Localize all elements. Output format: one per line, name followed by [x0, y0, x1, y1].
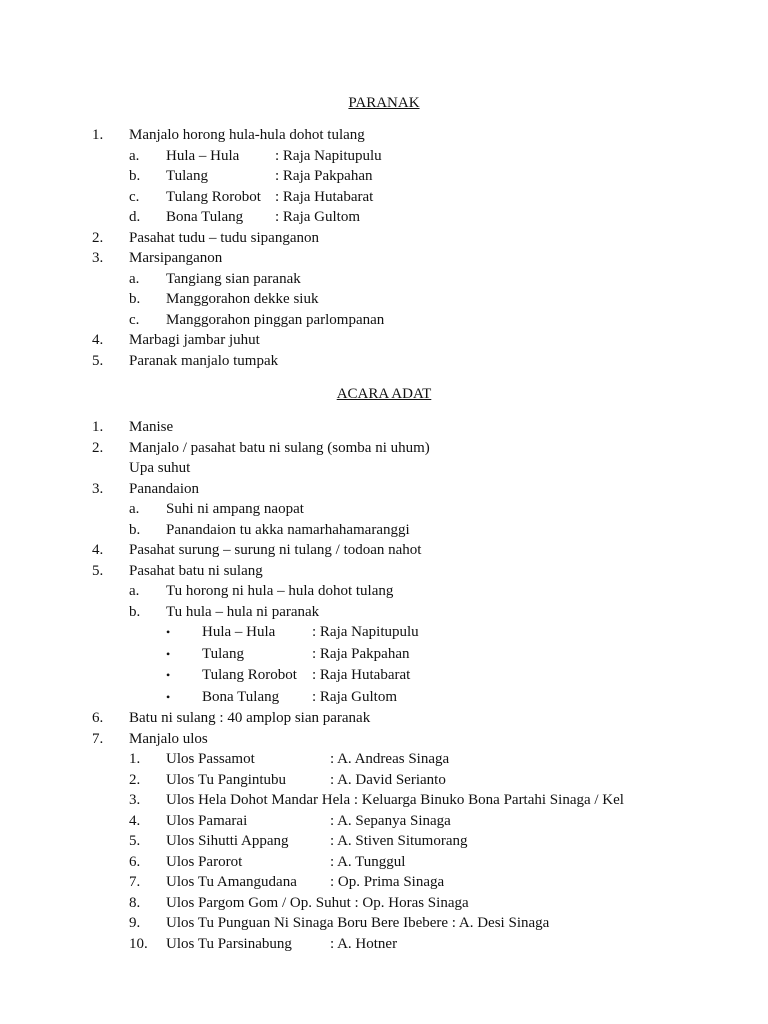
subitem-label: Ulos Parorot	[166, 853, 243, 870]
item-number: 6.	[92, 710, 104, 726]
bullet-icon: •	[166, 668, 171, 682]
list-subitem	[0, 934, 768, 955]
list-subitem	[0, 520, 768, 541]
bullet-value: : Raja Napitupulu	[312, 624, 419, 640]
subitem-letter: b.	[129, 521, 141, 538]
item-number: 1.	[92, 127, 104, 143]
item-text: Pasahat tudu – tudu sipanganon	[129, 229, 319, 246]
list-subitem	[0, 913, 768, 934]
subitem-letter: b.	[129, 291, 141, 307]
list-subitem	[0, 499, 768, 520]
subitem-label: Ulos Tu Amangudana	[166, 874, 297, 890]
list-subitem	[0, 811, 768, 832]
bullet-value: : Raja Gultom	[312, 688, 397, 705]
subitem-text: Ulos Pargom Gom / Op. Suhut : Op. Horas Sinaga	[166, 894, 469, 911]
subitem-number: 1.	[129, 751, 141, 767]
subitem-text: Ulos Tu Punguan Ni Sinaga Boru Bere Ibebere : A. Desi Sinaga	[166, 915, 550, 931]
list-item	[0, 479, 768, 500]
subitem-text: Ulos Hela Dohot Mandar Hela : Keluarga Binuko Bona Partahi Sinaga / Kel	[166, 792, 624, 808]
section-title-paranak: PARANAK	[348, 95, 420, 111]
subitem-letter: c.	[129, 188, 140, 205]
item-text: Marbagi jambar juhut	[129, 332, 260, 348]
bullet-value: : Raja Pakpahan	[312, 645, 410, 662]
subitem-number: 6.	[129, 853, 141, 870]
list-item	[0, 729, 768, 750]
subitem-value: : Raja Pakpahan	[275, 168, 373, 184]
subitem-text: Manggorahon pinggan parlompanan	[166, 311, 385, 328]
subitem-letter: b.	[129, 603, 141, 620]
list-item	[0, 540, 768, 561]
subitem-number: 8.	[129, 894, 141, 911]
subitem-label: Ulos Passamot	[166, 751, 255, 767]
list-subitem	[0, 269, 768, 290]
item-number: 5.	[92, 562, 104, 579]
list-subitem	[0, 893, 768, 914]
list-subitem	[0, 166, 768, 187]
subitem-text: Tangiang sian paranak	[166, 270, 301, 287]
item-number: 3.	[92, 480, 104, 497]
item-number: 2.	[92, 229, 104, 246]
item-text: Batu ni sulang : 40 amplop sian paranak	[129, 710, 371, 726]
list-item	[0, 248, 768, 269]
subitem-letter: a.	[129, 501, 140, 517]
subitem-value: : Raja Napitupulu	[275, 147, 382, 164]
bullet-label: Bona Tulang	[202, 688, 280, 705]
list-item	[0, 351, 768, 372]
subitem-value: : A. Andreas Sinaga	[330, 751, 450, 767]
bullet-item	[0, 665, 768, 687]
bullet-label: Hula – Hula	[202, 624, 276, 640]
bullet-item	[0, 687, 768, 709]
subitem-letter: a.	[129, 147, 140, 164]
subitem-label: Tulang Rorobot	[166, 188, 261, 205]
section-title-acara-adat: ACARA ADAT	[336, 386, 432, 402]
list-subitem	[0, 581, 768, 602]
bullet-label: Tulang	[202, 645, 244, 662]
list-item	[0, 417, 768, 438]
subitem-value: : A. Stiven Situmorang	[330, 833, 468, 849]
subitem-text: Manggorahon dekke siuk	[166, 291, 319, 307]
item-text: Marsipanganon	[129, 250, 223, 266]
item-number: 5.	[92, 352, 104, 369]
bullet-label: Tulang Rorobot	[202, 667, 297, 683]
bullet-icon: •	[166, 625, 171, 639]
subitem-value: : Op. Prima Sinaga	[330, 874, 445, 890]
subitem-value: : Raja Gultom	[275, 209, 360, 225]
list-subitem	[0, 749, 768, 770]
subitem-label: Ulos Pamarai	[166, 812, 248, 829]
paranak-list	[0, 125, 768, 371]
list-item	[0, 228, 768, 249]
item-text: Manise	[129, 419, 174, 435]
subitem-label: Bona Tulang	[166, 209, 244, 225]
item-text: Pasahat batu ni sulang	[129, 562, 263, 579]
subitem-label: Hula – Hula	[166, 147, 240, 164]
subitem-value: : A. David Serianto	[330, 771, 446, 788]
subitem-text: Tu hula – hula ni paranak	[166, 603, 320, 620]
list-subitem	[0, 790, 768, 811]
item-number: 1.	[92, 419, 104, 435]
subitem-letter: d.	[129, 209, 141, 225]
item-number: 3.	[92, 250, 104, 266]
list-subitem	[0, 852, 768, 873]
item-number: 4.	[92, 542, 104, 558]
list-subitem	[0, 310, 768, 331]
list-subitem	[0, 602, 768, 623]
subitem-number: 10.	[129, 935, 148, 952]
list-item	[0, 330, 768, 351]
item-text: Manjalo horong hula-hula dohot tulang	[129, 127, 365, 143]
list-item	[0, 561, 768, 582]
list-subitem	[0, 146, 768, 167]
subitem-value: : Raja Hutabarat	[275, 188, 374, 205]
bullet-icon: •	[166, 646, 171, 661]
item-text: Paranak manjalo tumpak	[129, 352, 279, 369]
subitem-value: : A. Sepanya Sinaga	[330, 812, 451, 829]
subitem-label: Ulos Sihutti Appang	[166, 833, 289, 849]
item-number: 4.	[92, 332, 104, 348]
subitem-text: Panandaion tu akka namarhahamaranggi	[166, 521, 410, 538]
item-text: Manjalo / pasahat batu ni sulang (somba ni uhum)	[129, 439, 430, 456]
bullet-value: : Raja Hutabarat	[312, 667, 411, 683]
subitem-number: 7.	[129, 874, 141, 890]
bullet-icon: •	[166, 689, 171, 704]
list-subitem	[0, 770, 768, 791]
item-text: Pasahat surung – surung ni tulang / todoan nahot	[129, 542, 422, 558]
subitem-number: 2.	[129, 771, 141, 788]
item-text: Panandaion	[129, 480, 199, 497]
list-item	[0, 125, 768, 146]
subitem-letter: c.	[129, 311, 140, 328]
bullet-item	[0, 622, 768, 644]
subitem-number: 5.	[129, 833, 141, 849]
subitem-label: Tulang	[166, 168, 208, 184]
subitem-number: 9.	[129, 915, 141, 931]
subitem-label: Ulos Tu Pangintubu	[166, 771, 287, 788]
list-subitem	[0, 872, 768, 893]
acara-adat-list	[0, 417, 768, 954]
list-subitem	[0, 207, 768, 228]
subitem-text: Suhi ni ampang naopat	[166, 501, 304, 517]
list-subitem	[0, 187, 768, 208]
subitem-letter: a.	[129, 270, 140, 287]
item-number: 7.	[92, 730, 104, 747]
subitem-letter: b.	[129, 168, 141, 184]
list-item	[0, 458, 768, 479]
list-subitem	[0, 289, 768, 310]
item-text: Manjalo ulos	[129, 730, 208, 747]
bullet-item	[0, 644, 768, 666]
item-text: Upa suhut	[129, 460, 191, 476]
subitem-value: : A. Tunggul	[330, 853, 406, 870]
subitem-label: Ulos Tu Parsinabung	[166, 935, 292, 952]
list-item	[0, 438, 768, 459]
item-number: 2.	[92, 439, 104, 456]
subitem-text: Tu horong ni hula – hula dohot tulang	[166, 583, 394, 599]
subitem-value: : A. Hotner	[330, 935, 398, 952]
list-item	[0, 708, 768, 729]
list-subitem	[0, 831, 768, 852]
subitem-number: 3.	[129, 792, 141, 808]
subitem-letter: a.	[129, 583, 140, 599]
subitem-number: 4.	[129, 812, 141, 829]
